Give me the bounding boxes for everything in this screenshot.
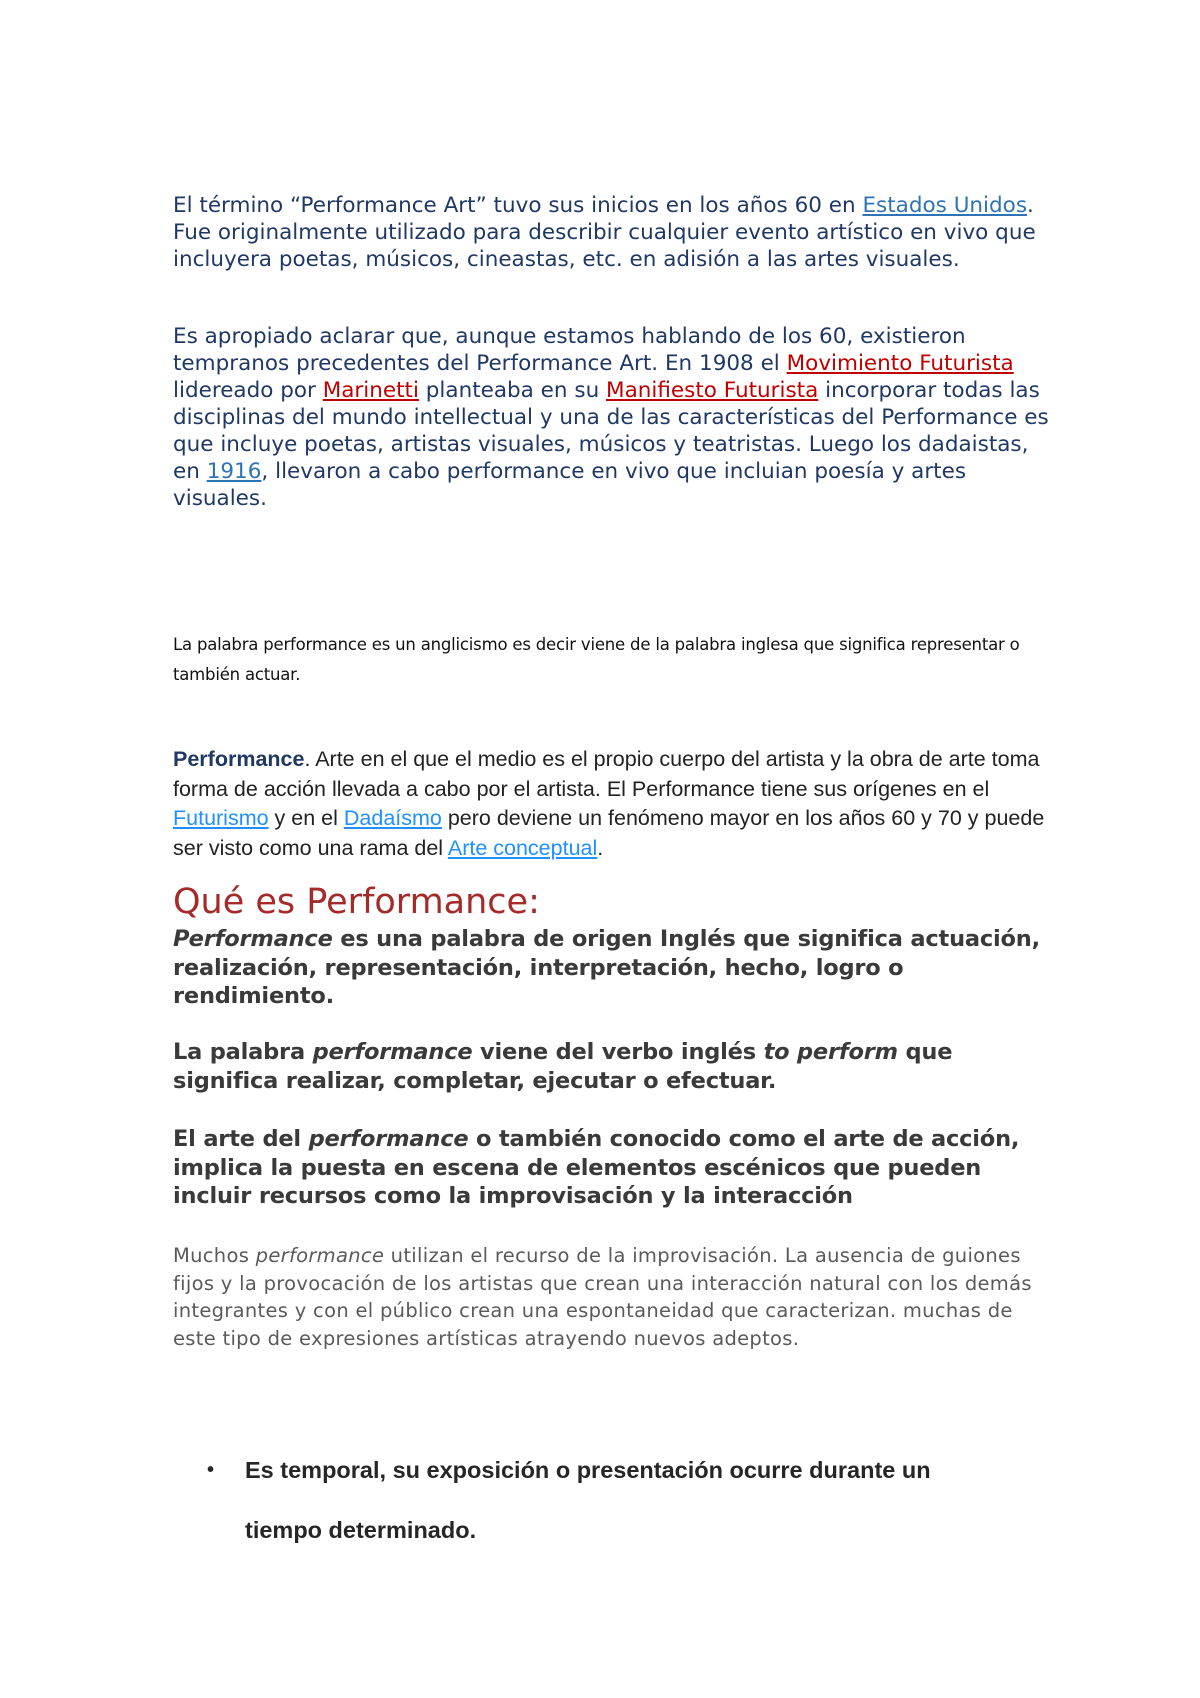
bullet-list bbox=[207, 1440, 1007, 1560]
paragraph-text: lidereado por bbox=[173, 378, 323, 403]
paragraph-action-art bbox=[173, 1125, 1053, 1211]
list-item-text: Es temporal, su exposición o presentación ocurre durante un tiempo determinado. bbox=[245, 1457, 931, 1543]
paragraph-text: y en el bbox=[268, 806, 344, 830]
paragraph-definition bbox=[173, 745, 1053, 863]
paragraph-text: utilizan el recurso de la improvisación. La ausencia de guiones fijos y la provocación de los artistas que crean una interacción natural con los demás integrantes y con el público crean una espontaneidad que caracterizan. muchas de este tipo de expresiones artísticas atrayendo nuevos adeptos. bbox=[173, 1244, 1032, 1350]
link-estados-unidos[interactable]: Estados Unidos bbox=[862, 193, 1028, 218]
paragraph-text: . bbox=[597, 835, 604, 860]
term-italic: performance bbox=[312, 1039, 473, 1065]
paragraph-text: Es apropiado aclarar que, aunque estamos hablando de los 60, existieron tempranos precedentes del Performance Art. En 1908 el bbox=[173, 324, 966, 376]
list-item bbox=[207, 1440, 1007, 1560]
paragraph-text: . Arte en el que el medio es el propio cuerpo del artista y la obra de arte toma forma de acción llevada a cabo por el artista. El Performance tiene sus orígenes en el bbox=[173, 747, 1040, 801]
term-italic: performance bbox=[308, 1126, 469, 1152]
section-heading: Qué es Performance: bbox=[173, 882, 540, 922]
bullet-icon: • bbox=[207, 1459, 215, 1481]
paragraph-text: viene del verbo inglés bbox=[472, 1039, 764, 1065]
paragraph-text: que significa realizar, completar, ejecutar o efectuar. bbox=[173, 1039, 953, 1094]
term-italic: to perform bbox=[763, 1039, 898, 1065]
link-movimiento-futurista[interactable]: Movimiento Futurista bbox=[786, 351, 1014, 376]
link-arte-conceptual[interactable]: Arte conceptual bbox=[447, 835, 598, 860]
link-dadaismo[interactable]: Dadaísmo bbox=[343, 806, 442, 830]
term-italic: performance bbox=[255, 1244, 385, 1267]
paragraph-text: Muchos bbox=[173, 1244, 256, 1267]
paragraph-text: El arte del bbox=[173, 1126, 309, 1152]
paragraph-improvisation bbox=[173, 1242, 1053, 1352]
term-bold: Performance bbox=[173, 747, 305, 771]
paragraph-text: El término “Performance Art” tuvo sus inicios en los años 60 en bbox=[173, 193, 863, 218]
paragraph-text: pero deviene un fenómeno mayor en los años 60 y 70 y puede ser visto como una rama del bbox=[173, 806, 1045, 860]
paragraph-meaning bbox=[173, 925, 1053, 1011]
paragraph-text: La palabra bbox=[173, 1039, 313, 1065]
paragraph-text: o también conocido como el arte de acción, implica la puesta en escena de elementos escénicos que pueden incluir recursos como la improvisación y la interacción bbox=[173, 1126, 1020, 1209]
paragraph-precedents bbox=[173, 323, 1053, 512]
paragraph-text: , llevaron a cabo performance en vivo que incluian poesía y artes visuales. bbox=[173, 459, 967, 511]
paragraph-text: . Fue originalmente utilizado para describir cualquier evento artístico en vivo que incluyera poetas, músicos, cineastas, etc. en adisión a las artes visuales. bbox=[173, 193, 1036, 272]
link-marinetti[interactable]: Marinetti bbox=[322, 378, 419, 403]
link-manifiesto-futurista[interactable]: Manifiesto Futurista bbox=[606, 378, 819, 403]
paragraph-etymology bbox=[173, 1038, 1053, 1095]
paragraph-origins bbox=[173, 192, 1053, 273]
link-1916[interactable]: 1916 bbox=[206, 459, 262, 484]
paragraph-anglicism: La palabra performance es un anglicismo es decir viene de la palabra inglesa que significa representar o también actuar. bbox=[173, 635, 1020, 684]
link-futurismo[interactable]: Futurismo bbox=[173, 806, 269, 830]
paragraph-text: planteaba en su bbox=[418, 378, 607, 403]
paragraph-text: es una palabra de origen Inglés que significa actuación, realización, representación, interpretación, hecho, logro o rendimiento. bbox=[173, 926, 1040, 1009]
paragraph-text: incorporar todas las disciplinas del mundo intellectual y una de las características del Performance es que incluye poetas, artistas visuales, músicos y teatristas. Luego los dadaistas, en bbox=[173, 378, 1049, 484]
term-italic: Performance bbox=[173, 926, 333, 952]
